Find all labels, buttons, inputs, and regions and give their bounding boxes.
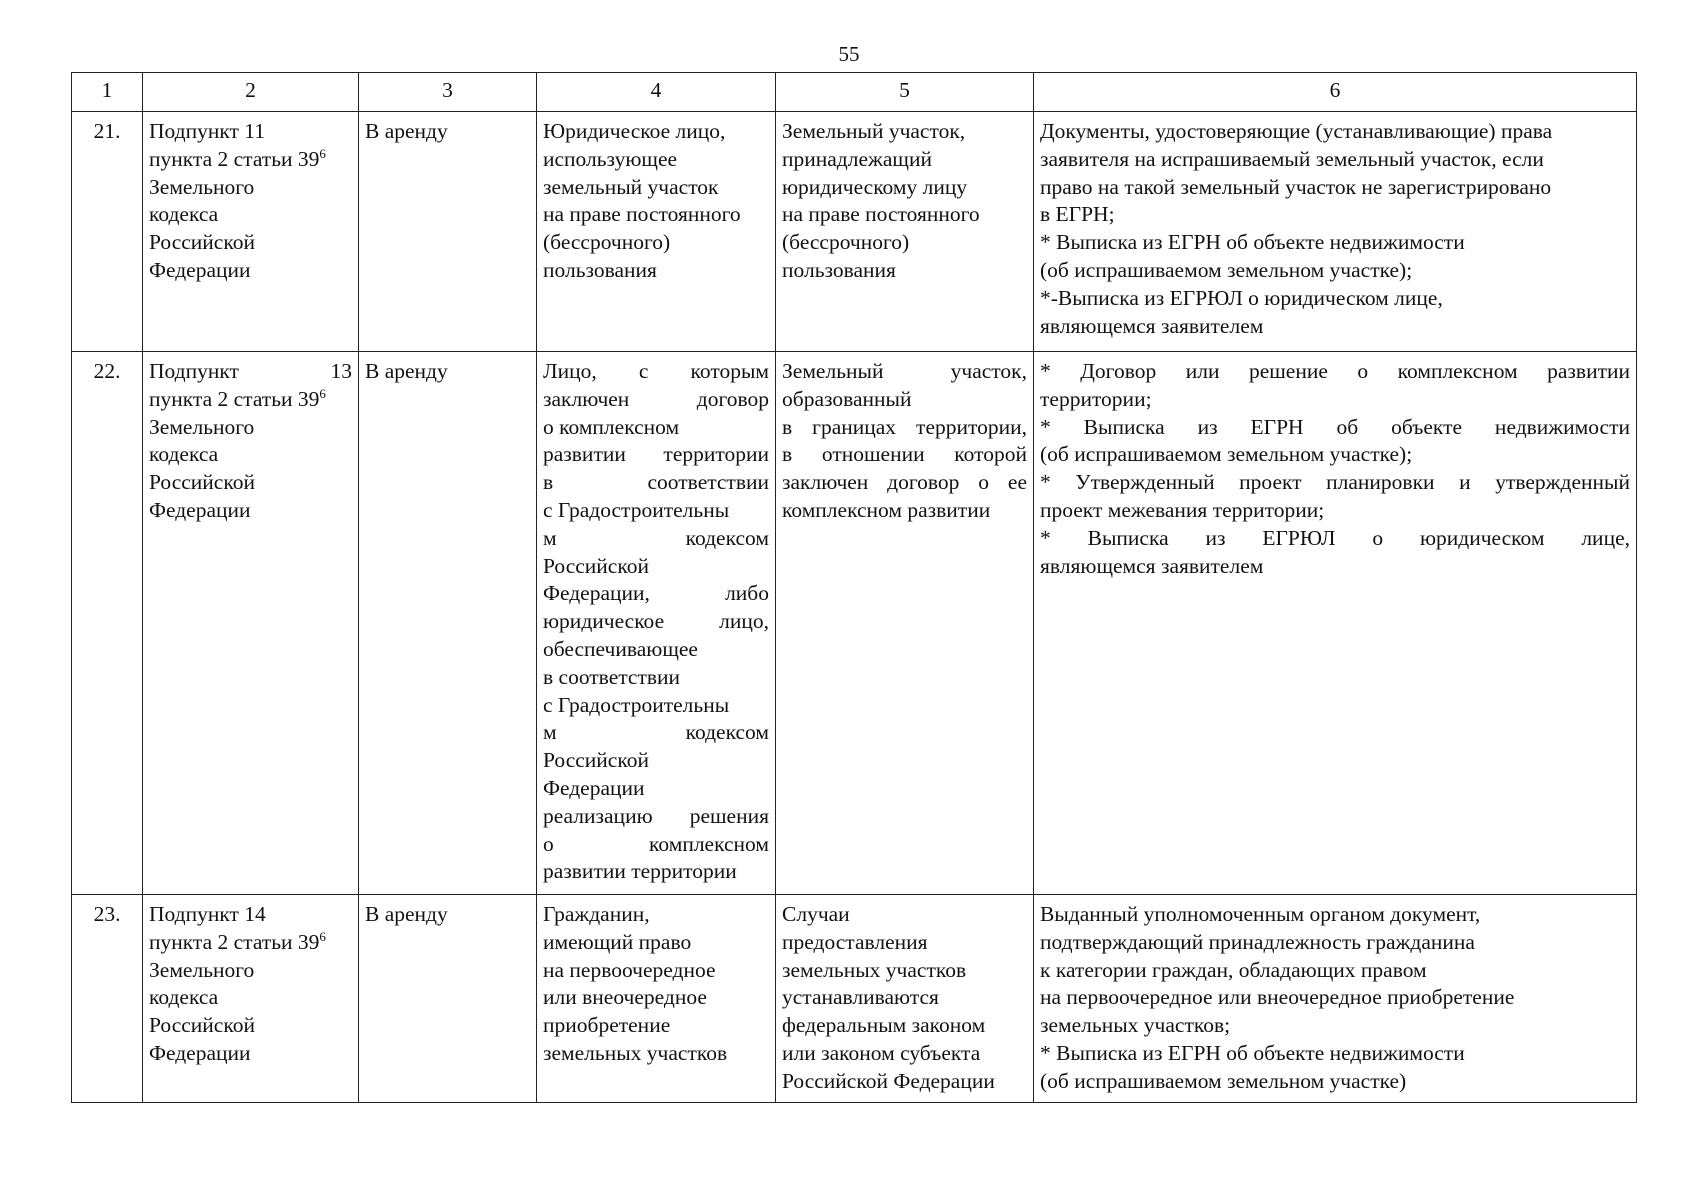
- cell-line: м кодексом: [543, 525, 769, 550]
- cell-line: реализацию решения: [543, 803, 769, 828]
- legal-basis-cell: [143, 112, 359, 352]
- cell-line: приобретение: [543, 1013, 671, 1038]
- cell-line: право на такой земельный участок не зарегистрировано: [1040, 174, 1552, 199]
- row-number: 22.: [72, 352, 143, 895]
- cell-line: на праве постоянного: [543, 202, 741, 227]
- cell-line: Российской: [543, 553, 649, 578]
- cell-line: Российской: [149, 230, 255, 255]
- cell-line: использующее: [543, 146, 678, 171]
- cell-line: (об испрашиваемом земельном участке);: [1040, 257, 1413, 282]
- cell-line: заявителя на испрашиваемый земельный участок, если: [1040, 146, 1544, 171]
- cell-line: Федерации: [149, 1040, 251, 1065]
- row-number: 21.: [72, 112, 143, 352]
- cell-line: территории;: [1040, 386, 1152, 411]
- cell-line: в ЕГРН;: [1040, 202, 1115, 227]
- cell-line: являющемся заявителем: [1040, 553, 1264, 578]
- cell-line: принадлежащий: [782, 146, 932, 171]
- type-cell: В аренду: [359, 112, 537, 352]
- cell-line: на праве постоянного: [782, 202, 980, 227]
- cell-line: Российской: [149, 1013, 255, 1038]
- cell-line: заключен договор: [543, 386, 769, 411]
- cell-line: заключен договор о ее: [782, 470, 1027, 495]
- cell-line: Гражданин,: [543, 902, 650, 926]
- cell-line: Подпункт 13: [149, 359, 352, 383]
- cell-line: образованный: [782, 386, 912, 411]
- cell-line: Подпункт 11: [149, 119, 265, 143]
- cell-line: пункта 2 статьи $39^6$: [149, 928, 326, 954]
- cell-line: Земельный участок,: [782, 119, 966, 143]
- cell-line: Федерации, либо: [543, 581, 769, 606]
- cell-line: (об испрашиваемом земельном участке): [1040, 1068, 1407, 1093]
- cell-line: Федерации: [543, 775, 645, 800]
- header-cell: 6: [1034, 73, 1637, 112]
- header-cell: 4: [537, 73, 776, 112]
- cell-line: проект межевания территории;: [1040, 497, 1325, 522]
- cell-line: Земельный участок,: [782, 359, 1027, 383]
- table-header-row: [72, 73, 1637, 112]
- cell-line: * Выписка из ЕГРН об объекте недвижимости: [1040, 230, 1465, 255]
- page-number: 55: [838, 42, 860, 66]
- cell-line: в соответствии: [543, 470, 769, 495]
- cell-line: Лицо, с которым: [543, 359, 769, 383]
- cell-line: Земельного: [149, 957, 255, 982]
- cell-line: земельных участков;: [1040, 1013, 1231, 1038]
- legal-basis-cell: [143, 352, 359, 895]
- cell-line: *-Выписка из ЕГРЮЛ о юридическом лице,: [1040, 285, 1443, 310]
- cell-line: Федерации: [149, 497, 251, 522]
- cell-line: юридическому лицу: [782, 174, 968, 199]
- cell-line: пользования: [782, 257, 896, 282]
- documents-cell: [1034, 895, 1637, 1103]
- cell-line: пункта 2 статьи $39^6$: [149, 145, 326, 171]
- header-cell: 3: [359, 73, 537, 112]
- cell-line: развитии территории: [543, 859, 737, 884]
- cell-line: пользования: [543, 257, 657, 282]
- cell-line: предоставления: [782, 929, 928, 954]
- cell-line: или законом субъекта: [782, 1040, 981, 1065]
- legal-basis-cell: [143, 895, 359, 1103]
- cell-line: в соответствии: [543, 664, 681, 689]
- cell-line: Российской: [149, 470, 255, 495]
- cell-line: пункта 2 статьи $39^6$: [149, 385, 326, 411]
- cell-line: Федерации: [149, 257, 251, 282]
- cell-line: (бессрочного): [543, 230, 671, 255]
- cell-line: к категории граждан, обладающих правом: [1040, 957, 1427, 982]
- superscript: 6: [319, 145, 326, 161]
- cell-line: * Выписка из ЕГРН об объекте недвижимости: [1040, 1040, 1465, 1065]
- cell-line: * Договор или решение о комплексном развитии: [1040, 359, 1630, 383]
- cell-line: Документы, удостоверяющие (устанавливающие) права: [1040, 119, 1553, 143]
- cell-line: (бессрочного): [782, 230, 910, 255]
- row-number: 23.: [72, 895, 143, 1103]
- documents-cell: [1034, 352, 1637, 895]
- cell-line: Российской Федерации: [782, 1068, 995, 1093]
- cell-line: на первоочередное: [543, 957, 716, 982]
- cell-line: Земельного: [149, 174, 255, 199]
- table-row: [72, 112, 1637, 352]
- cell-line: * Утвержденный проект планировки и утвержденный: [1040, 470, 1630, 495]
- cell-line: земельных участков: [782, 957, 967, 982]
- cell-line: Российской: [543, 748, 649, 773]
- table-row: [72, 352, 1637, 895]
- cell-line: являющемся заявителем: [1040, 313, 1264, 338]
- superscript: 6: [319, 928, 326, 944]
- cell-line: * Выписка из ЕГРЮЛ о юридическом лице,: [1040, 525, 1630, 550]
- cell-line: м кодексом: [543, 720, 769, 745]
- cell-line: Случаи: [782, 902, 850, 926]
- cell-line: или внеочередное: [543, 985, 707, 1010]
- cell-line: юридическое лицо,: [543, 609, 769, 634]
- cell-line: с Градостроительны: [543, 497, 730, 522]
- cell-line: о комплексном: [543, 831, 769, 856]
- superscript: 6: [319, 385, 326, 401]
- land-plot-cell: [776, 112, 1034, 352]
- cell-line: федеральным законом: [782, 1013, 986, 1038]
- type-cell: В аренду: [359, 352, 537, 895]
- cell-line: развитии территории: [543, 442, 769, 467]
- cell-line: кодекса: [149, 985, 219, 1010]
- cell-line: кодекса: [149, 202, 219, 227]
- cell-line: (об испрашиваемом земельном участке);: [1040, 442, 1413, 467]
- header-cell: 2: [143, 73, 359, 112]
- cell-line: в отношении которой: [782, 442, 1027, 467]
- cell-line: обеспечивающее: [543, 636, 698, 661]
- cell-line: комплексном развитии: [782, 497, 991, 522]
- cell-line: Юридическое лицо,: [543, 119, 726, 143]
- cell-line: устанавливаются: [782, 985, 939, 1010]
- land-plot-cell: [776, 352, 1034, 895]
- document-table: [71, 72, 1637, 1103]
- applicant-cell: [537, 352, 776, 895]
- header-cell: 5: [776, 73, 1034, 112]
- cell-line: земельных участков: [543, 1040, 728, 1065]
- cell-line: на первоочередное или внеочередное приобретение: [1040, 985, 1515, 1010]
- cell-line: Выданный уполномоченным органом документ,: [1040, 902, 1481, 926]
- header-cell: 1: [72, 73, 143, 112]
- cell-line: Подпункт 14: [149, 902, 266, 926]
- cell-line: подтверждающий принадлежность гражданина: [1040, 929, 1475, 954]
- cell-line: кодекса: [149, 442, 219, 467]
- type-cell: В аренду: [359, 895, 537, 1103]
- cell-line: Земельного: [149, 414, 255, 439]
- applicant-cell: [537, 112, 776, 352]
- cell-line: имеющий право: [543, 929, 692, 954]
- cell-line: с Градостроительны: [543, 692, 730, 717]
- table-row: [72, 895, 1637, 1103]
- cell-line: * Выписка из ЕГРН об объекте недвижимости: [1040, 414, 1630, 439]
- land-plot-cell: [776, 895, 1034, 1103]
- cell-line: о комплексном: [543, 414, 680, 439]
- applicant-cell: [537, 895, 776, 1103]
- cell-line: в границах территории,: [782, 414, 1027, 439]
- cell-line: земельный участок: [543, 174, 719, 199]
- documents-cell: [1034, 112, 1637, 352]
